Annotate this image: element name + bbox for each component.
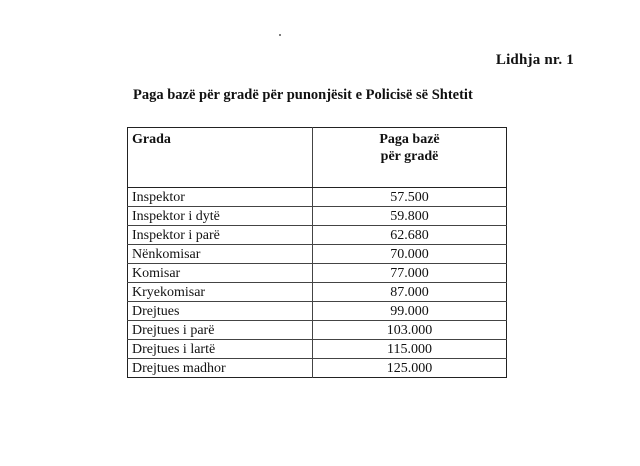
column-header-pay-line1: Paga bazë <box>379 132 440 147</box>
table-row <box>128 188 507 207</box>
column-header-pay-line2: për gradë <box>380 149 439 164</box>
table-row <box>128 321 507 340</box>
table-row <box>128 302 507 321</box>
table-row <box>128 340 507 359</box>
pay-cell: 70.000 <box>313 245 507 264</box>
grade-cell: Drejtues i lartë <box>128 340 313 359</box>
table-row <box>128 359 507 378</box>
column-header-grade: Grada <box>128 128 313 188</box>
table-row <box>128 283 507 302</box>
grade-cell: Nënkomisar <box>128 245 313 264</box>
grade-cell: Inspektor i parë <box>128 226 313 245</box>
scan-speck <box>279 34 281 36</box>
table-row <box>128 264 507 283</box>
pay-cell: 103.000 <box>313 321 507 340</box>
pay-cell: 77.000 <box>313 264 507 283</box>
document-title: Paga bazë për gradë për punonjësit e Policisë së Shtetit <box>133 87 473 103</box>
table-row <box>128 207 507 226</box>
grade-cell: Drejtues i parë <box>128 321 313 340</box>
pay-cell: 62.680 <box>313 226 507 245</box>
pay-cell: 99.000 <box>313 302 507 321</box>
salary-table <box>127 127 507 378</box>
grade-cell: Drejtues <box>128 302 313 321</box>
table-header-row <box>128 128 507 188</box>
pay-cell: 87.000 <box>313 283 507 302</box>
pay-cell: 115.000 <box>313 340 507 359</box>
table-row <box>128 245 507 264</box>
grade-cell: Drejtues madhor <box>128 359 313 378</box>
pay-cell: 57.500 <box>313 188 507 207</box>
grade-cell: Kryekomisar <box>128 283 313 302</box>
column-header-pay <box>313 128 507 188</box>
pay-cell: 59.800 <box>313 207 507 226</box>
grade-cell: Inspektor i dytë <box>128 207 313 226</box>
grade-cell: Komisar <box>128 264 313 283</box>
pay-cell: 125.000 <box>313 359 507 378</box>
table-row <box>128 226 507 245</box>
grade-cell: Inspektor <box>128 188 313 207</box>
annex-label: Lidhja nr. 1 <box>495 52 574 68</box>
